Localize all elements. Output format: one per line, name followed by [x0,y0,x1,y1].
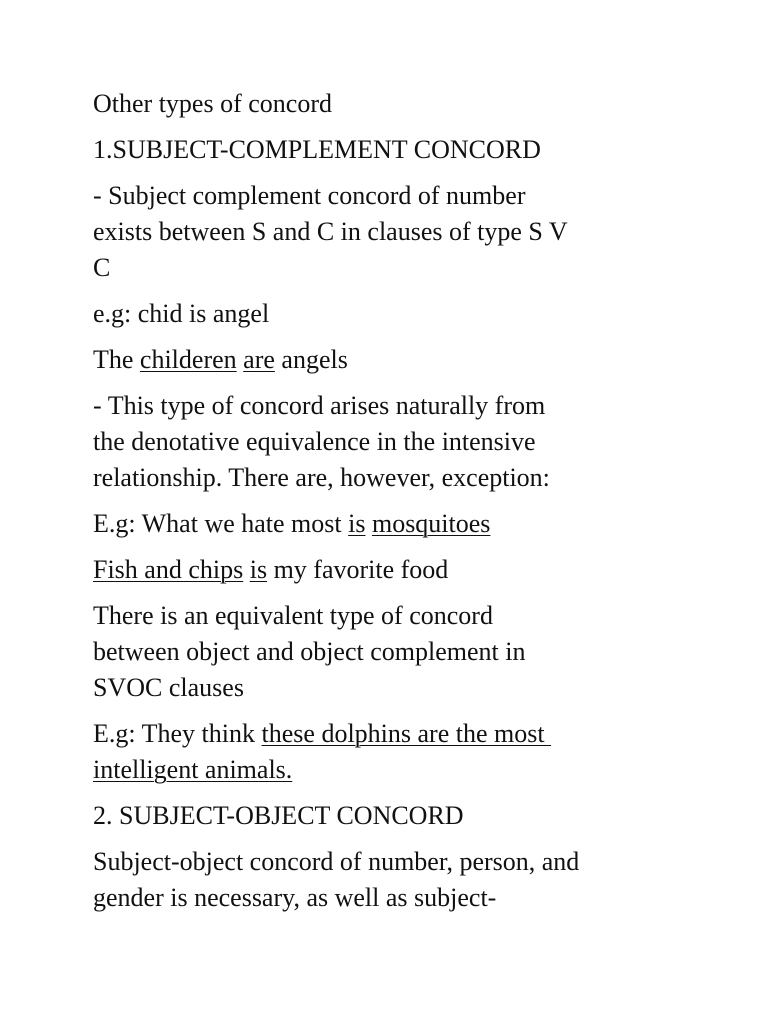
section-2-line-1: Subject-object concord of number, person, and [93,847,580,876]
explanation-line-1: - This type of concord arises naturally from [93,391,546,420]
definition-line-3: C [93,253,111,282]
section-1-definition [93,178,693,286]
section-2-heading: 2. SUBJECT-OBJECT CONCORD [93,801,464,830]
section-1-heading: 1.SUBJECT-COMPLEMENT CONCORD [93,135,541,164]
example-1: e.g: chid is angel [93,299,270,328]
definition-line-2: exists between S and C in clauses of type S V [93,217,568,246]
example-5-underlined-line-1: these dolphins are the most [261,719,552,748]
example-4 [93,552,693,588]
example-2-prefix: The [93,345,140,374]
definition-line-1: - Subject complement concord of number [93,181,526,210]
section-2-line-2: gender is necessary, as well as subject- [93,883,497,912]
example-2 [93,342,693,378]
section-2-text [93,844,693,916]
section-1-explanation [93,388,693,496]
explanation-line-3: relationship. There are, however, exception: [93,463,550,492]
example-2-underlined-verb: are [243,345,275,374]
explanation-line-2: the denotative equivalence in the intensive [93,427,536,456]
example-3-underlined-complement: mosquitoes [371,509,491,538]
example-2-suffix: angels [274,345,348,374]
equivalent-line-3: SVOC clauses [93,673,244,702]
example-2-underlined-subject: childeren [139,345,237,374]
example-3 [93,506,693,542]
document-page [93,86,693,926]
document-title: Other types of concord [93,89,332,118]
example-4-underlined-subject: Fish and chips [93,555,244,584]
example-4-underlined-verb: is [249,555,268,584]
section-1-equivalent-note [93,598,693,706]
example-5-underlined-line-2: intelligent animals. [93,755,293,784]
example-3-prefix: E.g: What we hate most [93,509,349,538]
equivalent-line-2: between object and object complement in [93,637,526,666]
example-3-underlined-verb: is [348,509,366,538]
example-4-suffix: my favorite food [267,555,449,584]
equivalent-line-1: There is an equivalent type of concord [93,601,493,630]
example-5 [93,716,693,788]
example-5-prefix: E.g: They think [93,719,262,748]
